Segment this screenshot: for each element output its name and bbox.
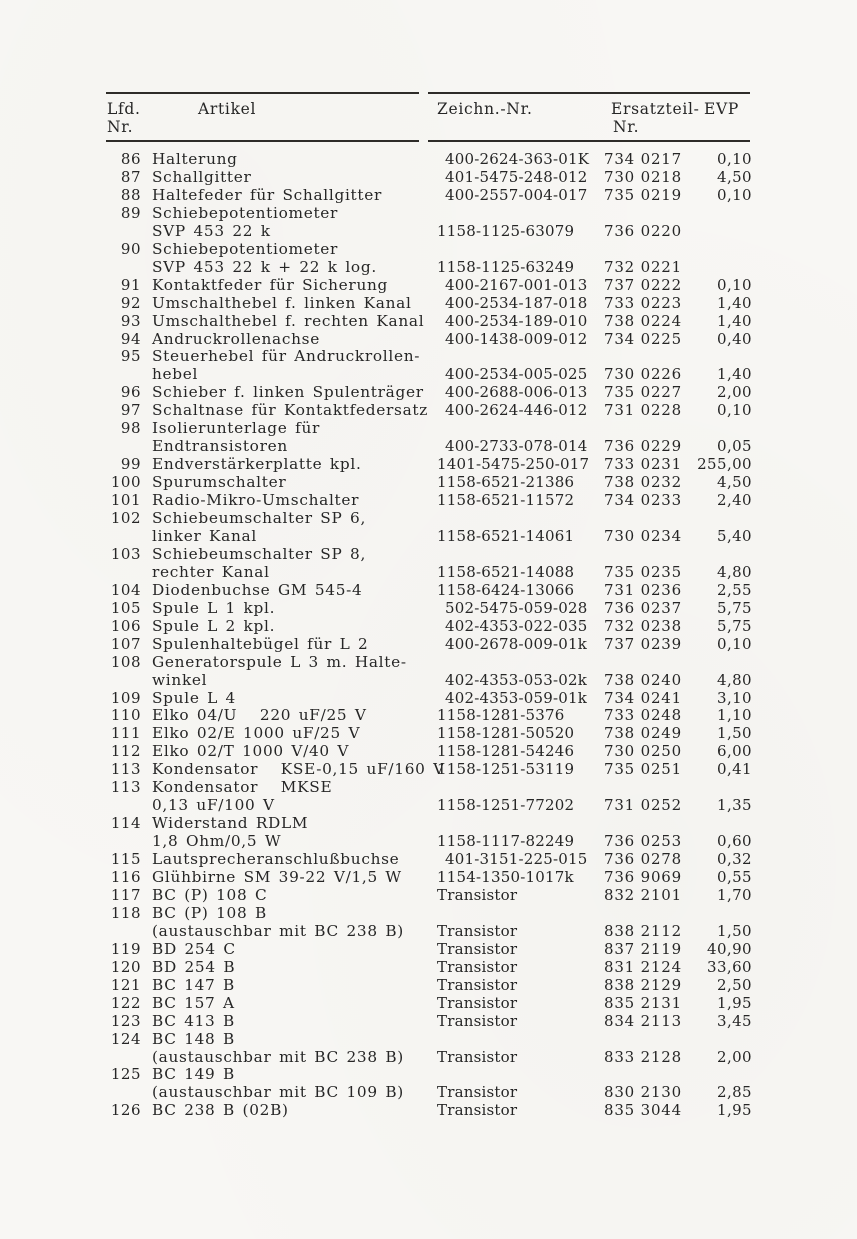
cell-zeichn-nr: 400-1438-009-012 — [445, 329, 588, 348]
cell-zeichn-nr: 1158-1281-5376 — [437, 706, 565, 725]
cell-ersatzteil-nr: 832 2101 — [604, 885, 682, 904]
table-row — [0, 527, 857, 545]
cell-zeichn-nr: 1401-5475-250-017 — [437, 455, 590, 474]
cell-lfd-nr: 107 — [110, 634, 141, 653]
cell-ersatzteil-nr: 736 0278 — [604, 850, 682, 869]
table-row — [0, 617, 857, 635]
cell-ersatzteil-nr: 833 2128 — [604, 1047, 682, 1066]
cell-artikel: BC 148 B — [152, 1029, 235, 1048]
cell-ersatzteil-nr: 738 0249 — [604, 724, 682, 743]
cell-evp: 0,10 — [717, 150, 752, 168]
table-row — [0, 958, 857, 976]
cell-artikel: BC 147 B — [152, 975, 235, 994]
cell-lfd-nr: 98 — [120, 419, 141, 438]
cell-zeichn-nr: 1154-1350-1017k — [437, 868, 574, 886]
cell-evp: 0,40 — [717, 329, 752, 348]
cell-artikel: Endtransistoren — [152, 437, 288, 456]
cell-lfd-nr: 123 — [110, 1011, 141, 1030]
cell-lfd-nr: 120 — [110, 957, 141, 976]
column-header-artikel: Artikel — [198, 100, 257, 118]
table-row — [0, 904, 857, 922]
cell-ersatzteil-nr: 838 2129 — [604, 975, 682, 994]
cell-artikel: Haltefeder für Schallgitter — [152, 185, 383, 204]
cell-zeichn-nr: 400-2557-004-017 — [445, 185, 588, 204]
cell-ersatzteil-nr: 738 0224 — [604, 311, 682, 330]
table-row — [0, 186, 857, 204]
table-row — [0, 832, 857, 850]
table-row — [0, 778, 857, 796]
cell-evp: 1,70 — [717, 885, 752, 904]
cell-evp: 0,10 — [717, 185, 752, 204]
cell-lfd-nr: 91 — [120, 275, 141, 294]
cell-lfd-nr: 88 — [120, 185, 141, 204]
cell-ersatzteil-nr: 735 0251 — [604, 760, 682, 779]
cell-evp: 4,50 — [717, 473, 752, 492]
table-row — [0, 383, 857, 401]
cell-lfd-nr: 93 — [120, 311, 141, 330]
cell-evp: 1,10 — [717, 706, 752, 725]
cell-evp: 1,40 — [717, 293, 752, 312]
cell-evp: 40,90 — [707, 939, 752, 958]
cell-ersatzteil-nr: 733 0231 — [604, 455, 682, 474]
cell-artikel: (austauschbar mit BC 238 B) — [152, 921, 404, 940]
cell-zeichn-nr: Transistor — [437, 939, 518, 958]
cell-artikel: Spule L 4 — [152, 688, 236, 707]
table-row — [0, 365, 857, 383]
cell-ersatzteil-nr: 736 9069 — [604, 868, 682, 886]
cell-evp: 33,60 — [707, 957, 752, 976]
cell-evp: 2,00 — [717, 1047, 752, 1066]
cell-lfd-nr: 116 — [110, 868, 141, 886]
cell-lfd-nr: 110 — [110, 706, 141, 725]
cell-lfd-nr: 126 — [110, 1101, 141, 1120]
cell-zeichn-nr: Transistor — [437, 1083, 518, 1102]
cell-zeichn-nr: 1158-6424-13066 — [437, 580, 575, 599]
cell-evp: 0,10 — [717, 275, 752, 294]
cell-artikel: Umschalthebel f. rechten Kanal — [152, 311, 425, 330]
table-row — [0, 760, 857, 778]
cell-lfd-nr: 108 — [110, 652, 141, 671]
cell-artikel: SVP 453 22 k — [152, 221, 271, 240]
cell-evp: 1,40 — [717, 311, 752, 330]
cell-zeichn-nr: 1158-1251-53119 — [437, 760, 575, 779]
cell-evp: 2,50 — [717, 975, 752, 994]
cell-ersatzteil-nr: 830 2130 — [604, 1083, 682, 1102]
cell-artikel: BD 254 C — [152, 939, 236, 958]
cell-ersatzteil-nr: 736 0229 — [604, 437, 682, 456]
cell-zeichn-nr: 400-2733-078-014 — [445, 437, 588, 456]
cell-ersatzteil-nr: 835 3044 — [604, 1101, 682, 1120]
cell-lfd-nr: 114 — [110, 814, 141, 833]
cell-ersatzteil-nr: 734 0241 — [604, 688, 682, 707]
cell-evp: 4,80 — [717, 562, 752, 581]
cell-artikel: BC 238 B (02B) — [152, 1101, 289, 1120]
table-row — [0, 635, 857, 653]
cell-lfd-nr: 95 — [120, 347, 141, 366]
cell-lfd-nr: 105 — [110, 598, 141, 617]
cell-ersatzteil-nr: 736 0253 — [604, 832, 682, 851]
cell-artikel: BC (P) 108 B — [152, 903, 267, 922]
cell-evp: 1,40 — [717, 365, 752, 384]
cell-zeichn-nr: 402-4353-059-01k — [445, 688, 588, 707]
cell-artikel: Halterung — [152, 150, 238, 168]
cell-evp: 2,40 — [717, 491, 752, 510]
cell-lfd-nr: 106 — [110, 616, 141, 635]
cell-lfd-nr: 104 — [110, 580, 141, 599]
cell-zeichn-nr: 1158-1117-82249 — [437, 832, 575, 851]
cell-lfd-nr: 101 — [110, 491, 141, 510]
column-header-ersatzteil-line2: Nr. — [613, 118, 640, 136]
cell-ersatzteil-nr: 835 2131 — [604, 993, 682, 1012]
cell-artikel: Schallgitter — [152, 167, 252, 186]
cell-zeichn-nr: 1158-6521-14088 — [437, 562, 575, 581]
table-row — [0, 312, 857, 330]
cell-zeichn-nr: 402-4353-053-02k — [445, 670, 588, 689]
table-row — [0, 653, 857, 671]
cell-zeichn-nr: 1158-6521-14061 — [437, 526, 575, 545]
header-rule-top-right — [428, 92, 750, 94]
cell-zeichn-nr: Transistor — [437, 885, 518, 904]
cell-artikel: BC (P) 108 C — [152, 885, 268, 904]
cell-zeichn-nr: Transistor — [437, 1101, 518, 1120]
column-header-evp: EVP — [704, 100, 740, 118]
cell-zeichn-nr: 502-5475-059-028 — [445, 598, 588, 617]
table-row — [0, 868, 857, 886]
cell-artikel: BC 413 B — [152, 1011, 235, 1030]
cell-lfd-nr: 111 — [110, 724, 141, 743]
cell-lfd-nr: 125 — [110, 1065, 141, 1084]
table-row — [0, 455, 857, 473]
table-row — [0, 976, 857, 994]
cell-artikel: linker Kanal — [152, 526, 257, 545]
cell-zeichn-nr: 1158-1251-77202 — [437, 796, 575, 815]
cell-artikel: Kondensator KSE-0,15 uF/160 V — [152, 760, 445, 779]
table-row — [0, 491, 857, 509]
cell-ersatzteil-nr: 730 0250 — [604, 742, 682, 761]
cell-artikel: Kontaktfeder für Sicherung — [152, 275, 389, 294]
cell-artikel: Andruckrollenachse — [152, 329, 320, 348]
cell-evp: 0,10 — [717, 634, 752, 653]
cell-artikel: Widerstand RDLM — [152, 814, 309, 833]
cell-zeichn-nr: 1158-1281-50520 — [437, 724, 575, 743]
cell-lfd-nr: 86 — [120, 150, 141, 168]
cell-artikel: Lautsprecheranschlußbuchse — [152, 850, 400, 869]
table-row — [0, 330, 857, 348]
cell-zeichn-nr: 1158-6521-21386 — [437, 473, 575, 492]
cell-zeichn-nr: Transistor — [437, 993, 518, 1012]
table-row — [0, 886, 857, 904]
cell-lfd-nr: 121 — [110, 975, 141, 994]
cell-evp: 1,50 — [717, 921, 752, 940]
cell-lfd-nr: 109 — [110, 688, 141, 707]
column-header-zeichn-nr: Zeichn.-Nr. — [437, 100, 533, 118]
cell-ersatzteil-nr: 831 2124 — [604, 957, 682, 976]
table-row — [0, 724, 857, 742]
cell-artikel: Schaltnase für Kontaktfedersatz — [152, 401, 428, 420]
table-row — [0, 1030, 857, 1048]
cell-lfd-nr: 96 — [120, 383, 141, 402]
table-row — [0, 742, 857, 760]
header-rule-top-left — [106, 92, 419, 94]
cell-lfd-nr: 115 — [110, 850, 141, 869]
cell-lfd-nr: 113 — [110, 760, 141, 779]
column-header-lfd-line1: Lfd. — [107, 100, 141, 118]
table-row — [0, 689, 857, 707]
cell-artikel: Spule L 2 kpl. — [152, 616, 276, 635]
cell-artikel: BD 254 B — [152, 957, 236, 976]
cell-evp: 5,75 — [717, 616, 752, 635]
table-row — [0, 473, 857, 491]
cell-artikel: Spurumschalter — [152, 473, 287, 492]
table-row — [0, 437, 857, 455]
cell-ersatzteil-nr: 735 0235 — [604, 562, 682, 581]
cell-artikel: Schiebeumschalter SP 8, — [152, 544, 367, 563]
cell-artikel: Steuerhebel für Andruckrollen- — [152, 347, 421, 366]
cell-evp: 0,32 — [717, 850, 752, 869]
cell-lfd-nr: 122 — [110, 993, 141, 1012]
cell-lfd-nr: 117 — [110, 885, 141, 904]
cell-evp: 2,00 — [717, 383, 752, 402]
cell-artikel: Elko 02/T 1000 V/40 V — [152, 742, 350, 761]
cell-evp: 2,85 — [717, 1083, 752, 1102]
cell-ersatzteil-nr: 733 0223 — [604, 293, 682, 312]
cell-ersatzteil-nr: 732 0221 — [604, 257, 682, 276]
cell-zeichn-nr: 401-3151-225-015 — [445, 850, 588, 869]
cell-evp: 0,55 — [717, 868, 752, 886]
cell-lfd-nr: 99 — [120, 455, 141, 474]
cell-lfd-nr: 89 — [120, 203, 141, 222]
cell-lfd-nr: 112 — [110, 742, 141, 761]
header-rule-bottom-left — [106, 140, 419, 142]
table-row — [0, 940, 857, 958]
cell-zeichn-nr: 1158-1125-63079 — [437, 221, 575, 240]
cell-ersatzteil-nr: 735 0219 — [604, 185, 682, 204]
cell-ersatzteil-nr: 730 0218 — [604, 167, 682, 186]
cell-zeichn-nr: 1158-6521-11572 — [437, 491, 575, 510]
cell-artikel: Glühbirne SM 39-22 V/1,5 W — [152, 868, 402, 886]
cell-ersatzteil-nr: 730 0234 — [604, 526, 682, 545]
cell-lfd-nr: 124 — [110, 1029, 141, 1048]
table-row — [0, 671, 857, 689]
cell-evp: 1,95 — [717, 1101, 752, 1120]
cell-zeichn-nr: Transistor — [437, 921, 518, 940]
cell-evp: 3,45 — [717, 1011, 752, 1030]
cell-zeichn-nr: 400-2534-187-018 — [445, 293, 588, 312]
cell-evp: 5,40 — [717, 526, 752, 545]
cell-artikel: Elko 04/U 220 uF/25 V — [152, 706, 367, 725]
cell-lfd-nr: 94 — [120, 329, 141, 348]
cell-lfd-nr: 97 — [120, 401, 141, 420]
table-row — [0, 1065, 857, 1083]
table-row — [0, 347, 857, 365]
cell-zeichn-nr: Transistor — [437, 957, 518, 976]
cell-evp: 0,41 — [717, 760, 752, 779]
cell-evp: 4,50 — [717, 167, 752, 186]
table-row — [0, 222, 857, 240]
cell-zeichn-nr: 400-2534-005-025 — [445, 365, 588, 384]
cell-artikel: Endverstärkerplatte kpl. — [152, 455, 362, 474]
cell-evp: 2,55 — [717, 580, 752, 599]
cell-evp: 6,00 — [717, 742, 752, 761]
cell-zeichn-nr: Transistor — [437, 1047, 518, 1066]
cell-artikel: Schieber f. linken Spulenträger — [152, 383, 424, 402]
cell-evp: 5,75 — [717, 598, 752, 617]
cell-zeichn-nr: 400-2678-009-01k — [445, 634, 588, 653]
cell-artikel: Schiebepotentiometer — [152, 239, 339, 258]
cell-artikel: SVP 453 22 k + 22 k log. — [152, 257, 377, 276]
table-row — [0, 276, 857, 294]
table-row — [0, 1101, 857, 1119]
table-row — [0, 599, 857, 617]
table-row — [0, 563, 857, 581]
table-row — [0, 850, 857, 868]
cell-ersatzteil-nr: 837 2119 — [604, 939, 682, 958]
cell-artikel: 0,13 uF/100 V — [152, 796, 275, 815]
cell-ersatzteil-nr: 834 2113 — [604, 1011, 682, 1030]
cell-artikel: hebel — [152, 365, 199, 384]
table-row — [0, 994, 857, 1012]
table-row — [0, 1083, 857, 1101]
cell-artikel: Isolierunterlage für — [152, 419, 321, 438]
cell-artikel: Radio-Mikro-Umschalter — [152, 491, 360, 510]
cell-ersatzteil-nr: 732 0238 — [604, 616, 682, 635]
table-row — [0, 168, 857, 186]
cell-evp: 0,60 — [717, 832, 752, 851]
cell-ersatzteil-nr: 731 0228 — [604, 401, 682, 420]
cell-ersatzteil-nr: 730 0226 — [604, 365, 682, 384]
cell-artikel: Diodenbuchse GM 545-4 — [152, 580, 363, 599]
table-row — [0, 796, 857, 814]
cell-evp: 3,10 — [717, 688, 752, 707]
cell-artikel: Spule L 1 kpl. — [152, 598, 276, 617]
cell-artikel: Schiebeumschalter SP 6, — [152, 509, 367, 527]
cell-lfd-nr: 100 — [110, 473, 141, 492]
cell-zeichn-nr: 400-2624-363-01K — [445, 150, 590, 168]
cell-artikel: Kondensator MKSE — [152, 778, 333, 797]
cell-artikel: BC 157 A — [152, 993, 235, 1012]
cell-ersatzteil-nr: 737 0239 — [604, 634, 682, 653]
cell-evp: 0,05 — [717, 437, 752, 456]
cell-artikel: Umschalthebel f. linken Kanal — [152, 293, 412, 312]
cell-zeichn-nr: 400-2624-446-012 — [445, 401, 588, 420]
cell-zeichn-nr: 401-5475-248-012 — [445, 167, 588, 186]
cell-zeichn-nr: 1158-1125-63249 — [437, 257, 575, 276]
cell-ersatzteil-nr: 737 0222 — [604, 275, 682, 294]
cell-evp: 1,50 — [717, 724, 752, 743]
table-row — [0, 581, 857, 599]
cell-artikel: (austauschbar mit BC 238 B) — [152, 1047, 404, 1066]
cell-zeichn-nr: 400-2534-189-010 — [445, 311, 588, 330]
cell-artikel: Spulenhaltebügel für L 2 — [152, 634, 369, 653]
cell-zeichn-nr: 400-2688-006-013 — [445, 383, 588, 402]
header-rule-bottom-right — [428, 140, 750, 142]
cell-ersatzteil-nr: 738 0232 — [604, 473, 682, 492]
cell-lfd-nr: 92 — [120, 293, 141, 312]
column-header-lfd-line2: Nr. — [107, 118, 134, 136]
cell-lfd-nr: 87 — [120, 167, 141, 186]
table-row — [0, 204, 857, 222]
cell-zeichn-nr: Transistor — [437, 1011, 518, 1030]
cell-zeichn-nr: 402-4353-022-035 — [445, 616, 588, 635]
table-row — [0, 1012, 857, 1030]
cell-artikel: 1,8 Ohm/0,5 W — [152, 832, 282, 851]
table-row — [0, 240, 857, 258]
cell-evp: 0,10 — [717, 401, 752, 420]
column-header-ersatzteil-line1: Ersatzteil- — [611, 100, 700, 118]
cell-ersatzteil-nr: 735 0227 — [604, 383, 682, 402]
table-row — [0, 922, 857, 940]
cell-lfd-nr: 90 — [120, 239, 141, 258]
table-row — [0, 706, 857, 724]
cell-zeichn-nr: 1158-1281-54246 — [437, 742, 575, 761]
cell-zeichn-nr: 400-2167-001-013 — [445, 275, 588, 294]
cell-ersatzteil-nr: 838 2112 — [604, 921, 682, 940]
cell-lfd-nr: 103 — [110, 544, 141, 563]
table-row — [0, 509, 857, 527]
cell-artikel: BC 149 B — [152, 1065, 235, 1084]
cell-ersatzteil-nr: 733 0248 — [604, 706, 682, 725]
cell-artikel: Schiebepotentiometer — [152, 203, 339, 222]
cell-artikel: Generatorspule L 3 m. Halte- — [152, 652, 407, 671]
cell-lfd-nr: 118 — [110, 903, 141, 922]
cell-lfd-nr: 113 — [110, 778, 141, 797]
cell-lfd-nr: 119 — [110, 939, 141, 958]
cell-ersatzteil-nr: 731 0252 — [604, 796, 682, 815]
table-row — [0, 258, 857, 276]
cell-evp: 1,95 — [717, 993, 752, 1012]
table-row — [0, 294, 857, 312]
table-row — [0, 401, 857, 419]
cell-ersatzteil-nr: 734 0217 — [604, 150, 682, 168]
cell-ersatzteil-nr: 736 0237 — [604, 598, 682, 617]
cell-ersatzteil-nr: 734 0225 — [604, 329, 682, 348]
table-row — [0, 1048, 857, 1066]
cell-evp: 1,35 — [717, 796, 752, 815]
table-row — [0, 419, 857, 437]
cell-ersatzteil-nr: 731 0236 — [604, 580, 682, 599]
cell-zeichn-nr: Transistor — [437, 975, 518, 994]
table-row — [0, 150, 857, 168]
cell-ersatzteil-nr: 736 0220 — [604, 221, 682, 240]
cell-artikel: Elko 02/E 1000 uF/25 V — [152, 724, 361, 743]
cell-evp: 4,80 — [717, 670, 752, 689]
cell-ersatzteil-nr: 734 0233 — [604, 491, 682, 510]
cell-ersatzteil-nr: 738 0240 — [604, 670, 682, 689]
cell-evp: 255,00 — [697, 455, 752, 474]
cell-lfd-nr: 102 — [110, 509, 141, 527]
cell-artikel: (austauschbar mit BC 109 B) — [152, 1083, 404, 1102]
cell-artikel: rechter Kanal — [152, 562, 270, 581]
table-row — [0, 814, 857, 832]
table-row — [0, 545, 857, 563]
cell-artikel: winkel — [152, 670, 208, 689]
